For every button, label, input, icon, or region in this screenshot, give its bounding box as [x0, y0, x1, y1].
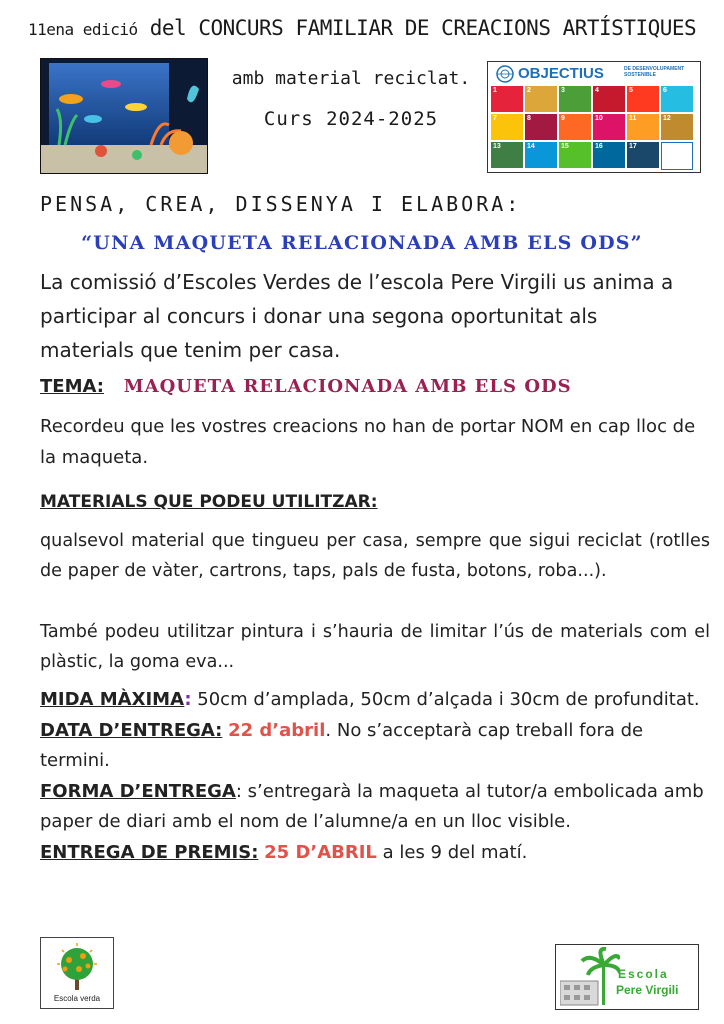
- ods-badge: [487, 61, 701, 173]
- ods-goal-tile: [593, 114, 625, 140]
- ods-goal-number: 15: [561, 143, 569, 150]
- ods-badge-header: [488, 64, 700, 84]
- ods-goal-number: 9: [561, 115, 565, 122]
- forma-entrega: [40, 777, 710, 838]
- escola-verda-logo: [40, 937, 114, 1009]
- ods-badge-tagline: [624, 66, 684, 78]
- mida-label: MIDA MÀXIMA: [40, 689, 185, 710]
- ods-goal-number: 8: [527, 115, 531, 122]
- ods-goal-number: 4: [595, 87, 599, 94]
- ods-goal-number: 2: [527, 87, 531, 94]
- ods-goal-number: 12: [663, 115, 671, 122]
- escola-pere-virgili-logo: [555, 944, 699, 1010]
- ods-goal-tile: [491, 86, 523, 112]
- palm-building-icon: [560, 947, 620, 1007]
- ods-goal-tile: [593, 142, 625, 168]
- ods-goal-tile: [661, 142, 693, 170]
- tema-label: TEMA:: [40, 376, 104, 397]
- poster-title: [28, 16, 698, 40]
- ods-goal-tile: [491, 142, 523, 168]
- details-section: [40, 685, 710, 868]
- forma-entrega-text: : s’entregarà la maqueta al tutor/a embolicada amb paper de diari amb el nom de l’alumne/a en un lloc visible.: [40, 780, 704, 832]
- ods-goal-tile: [491, 114, 523, 140]
- ods-goal-number: 10: [595, 115, 603, 122]
- materials-text: qualsevol material que tingueu per casa, sempre que sigui reciclat (rotlles de paper de vàter, cartrons, taps, pals de fusta, botons, roba...).: [40, 531, 710, 581]
- mida-colon: :: [184, 689, 192, 710]
- slogan: “UNA MAQUETA RELACIONADA AMB ELS ODS”: [81, 232, 643, 254]
- ods-goal-number: 5: [629, 87, 633, 94]
- ods-goal-tile: [525, 142, 557, 168]
- tema-value: MAQUETA RELACIONADA AMB ELS ODS: [123, 376, 572, 397]
- ods-goal-number: 17: [629, 143, 637, 150]
- forma-entrega-label: FORMA D’ENTREGA: [40, 780, 236, 802]
- mida-maxima: [40, 685, 710, 716]
- ods-goal-number: 14: [527, 143, 535, 150]
- ods-goal-tile: [627, 114, 659, 140]
- ods-goal-number: 3: [561, 87, 565, 94]
- tree-icon: [53, 942, 101, 994]
- title-edition: 11ena edició: [28, 20, 138, 39]
- ods-goal-tile: [559, 114, 591, 140]
- title-main: del CONCURS FAMILIAR DE CREACIONS ARTÍSTIQUES: [149, 16, 697, 40]
- ods-goal-tile: [559, 142, 591, 168]
- ods-goal-tile: [593, 86, 625, 112]
- ods-goal-number: 16: [595, 143, 603, 150]
- ods-goal-tile: [627, 86, 659, 112]
- data-entrega-text: . No s’acceptarà cap treball fora de termini.: [40, 719, 644, 771]
- premis-date: 25 D’ABRIL: [264, 841, 377, 863]
- maqueta-photo: [40, 58, 208, 174]
- ods-goal-tile: [661, 86, 693, 112]
- ods-goal-number: 7: [493, 115, 497, 122]
- premis-text: a les 9 del matí.: [376, 841, 528, 863]
- tema-line: [40, 376, 572, 397]
- ods-goal-number: 11: [629, 115, 637, 122]
- materials-label: MATERIALS QUE PODEU UTILITZAR:: [40, 492, 378, 512]
- ods-goal-number: 1: [493, 87, 497, 94]
- ods-badge-tagline-1: DE DESENVOLUPAMENT: [624, 66, 685, 72]
- ods-goal-tile: [627, 142, 659, 168]
- ods-goal-tile: [661, 114, 693, 140]
- escola-verda-caption: Escola verda: [53, 994, 101, 1003]
- ods-goal-number: 13: [493, 143, 501, 150]
- logo-escola-text: Escola: [618, 967, 669, 981]
- premis-label: ENTREGA DE PREMIS:: [40, 841, 259, 863]
- ods-goal-tile: [525, 86, 557, 112]
- un-emblem-icon: [496, 65, 514, 83]
- logo-pere-virgili-text: Pere Virgili: [616, 983, 679, 997]
- subtitle-material: amb material reciclat.: [231, 68, 471, 89]
- ods-goal-tile: [559, 86, 591, 112]
- call-to-action-heading: PENSA, CREA, DISSENYA I ELABORA:: [40, 192, 522, 216]
- reminder-text: Recordeu que les vostres creacions no han de portar NOM en cap lloc de la maqueta.: [40, 416, 696, 468]
- data-entrega-date: 22 d’abril: [228, 719, 326, 741]
- intro-paragraph: La comissió d’Escoles Verdes de l’escola Pere Virgili us anima a participar al concurs i donar una segona oportunitat als materials que tenim per casa.: [40, 270, 674, 362]
- mida-text: 50cm d’amplada, 50cm d’alçada i 30cm de profunditat.: [191, 689, 700, 710]
- ods-goals-grid: [491, 86, 697, 170]
- ods-badge-tagline-2: SOSTENIBLE: [624, 72, 656, 78]
- ods-badge-name: OBJECTIUS: [518, 65, 604, 82]
- entrega-premis: [40, 838, 710, 869]
- ods-goal-number: 6: [663, 87, 667, 94]
- materials-text-extra: També podeu utilitzar pintura i s’hauria de limitar l’ús de materials com el plàstic, la goma eva...: [40, 622, 710, 672]
- subtitle-course: Curs 2024-2025: [263, 108, 439, 130]
- data-entrega-label: DATA D’ENTREGA:: [40, 719, 223, 741]
- ods-goal-tile: [525, 114, 557, 140]
- data-entrega: [40, 716, 710, 777]
